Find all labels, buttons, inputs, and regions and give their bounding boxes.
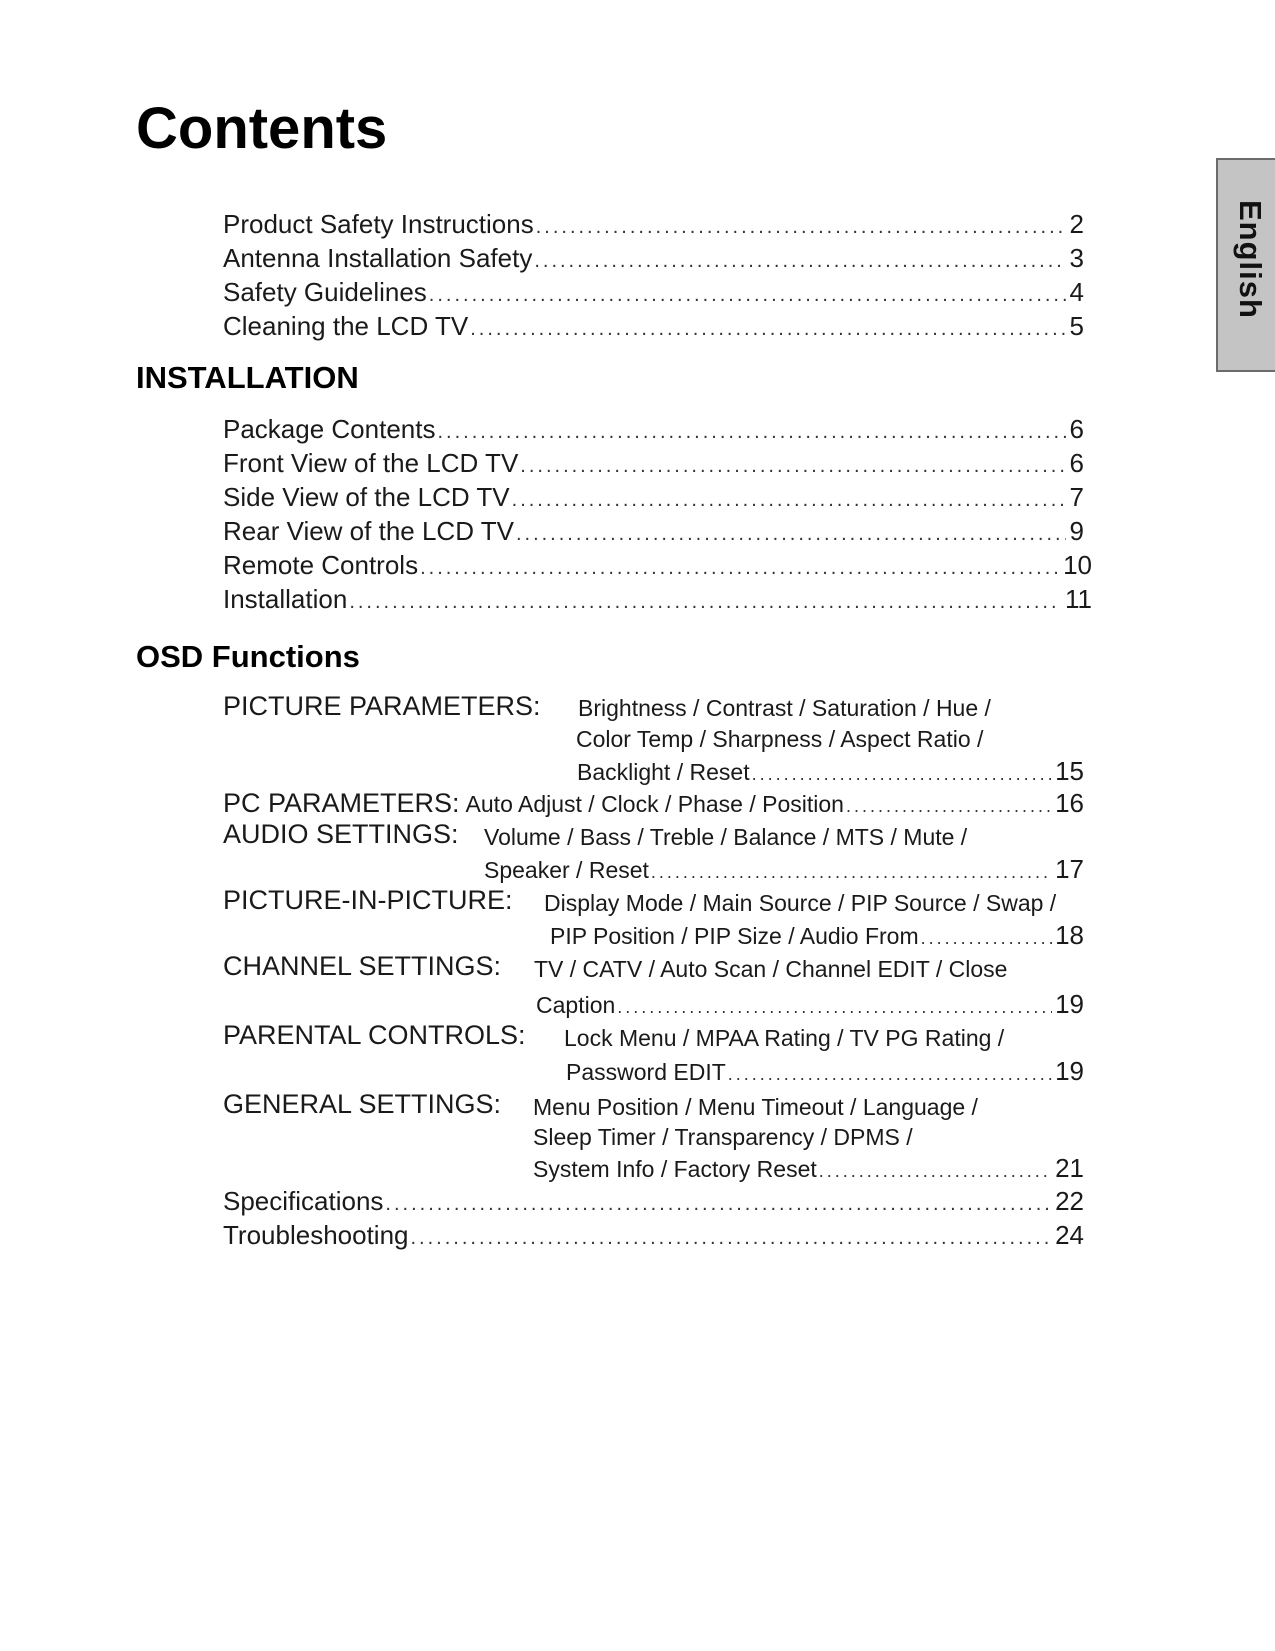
osd-subitems: Backlight / Reset bbox=[577, 759, 750, 785]
osd-category: PC PARAMETERS: bbox=[223, 788, 460, 818]
dot-leader bbox=[516, 517, 1066, 551]
toc-entry-label: Troubleshooting bbox=[223, 1220, 409, 1250]
osd-category: PARENTAL CONTROLS: bbox=[223, 1020, 526, 1050]
toc-entry-page: 17 bbox=[1055, 854, 1084, 884]
toc-entry-page: 21 bbox=[1055, 1153, 1084, 1183]
osd-entry-final-line bbox=[577, 755, 1084, 790]
toc-entry-page: 18 bbox=[1055, 920, 1084, 950]
osd-subitems: Menu Position / Menu Timeout / Language / bbox=[533, 1094, 978, 1120]
osd-subitems: Auto Adjust / Clock / Phase / Position bbox=[465, 791, 844, 817]
osd-subitems: PIP Position / PIP Size / Audio From bbox=[550, 923, 919, 949]
osd-entry-final-line bbox=[566, 1055, 1084, 1090]
dot-leader bbox=[429, 278, 1066, 312]
toc-entry[interactable] bbox=[223, 1218, 1084, 1252]
dot-leader bbox=[534, 244, 1065, 278]
toc-entry-page: 2 bbox=[1069, 209, 1084, 239]
osd-entry-final-line bbox=[550, 919, 1084, 954]
toc-entry-page: 9 bbox=[1069, 516, 1084, 546]
osd-subitems: Speaker / Reset bbox=[484, 857, 649, 883]
toc-entry-label: Side View of the LCD TV bbox=[223, 482, 510, 512]
toc-entry[interactable] bbox=[223, 446, 1084, 480]
toc-entry-label: Front View of the LCD TV bbox=[223, 448, 519, 478]
osd-category: CHANNEL SETTINGS: bbox=[223, 951, 502, 981]
toc-entry[interactable] bbox=[223, 241, 1084, 275]
osd-entry-final-line bbox=[536, 988, 1084, 1023]
toc-entry[interactable] bbox=[223, 309, 1084, 343]
dot-leader bbox=[420, 551, 1059, 585]
toc-entry-page: 16 bbox=[1055, 788, 1084, 818]
toc-entry-label: Product Safety Instructions bbox=[223, 209, 534, 239]
osd-category: GENERAL SETTINGS: bbox=[223, 1089, 502, 1119]
dot-leader bbox=[349, 585, 1061, 619]
dot-leader bbox=[385, 1187, 1051, 1221]
dot-leader bbox=[536, 210, 1066, 244]
dot-leader bbox=[437, 415, 1065, 449]
toc-entry-page: 11 bbox=[1065, 584, 1092, 614]
toc-entry-page: 22 bbox=[1055, 1186, 1084, 1216]
toc-entry-page: 5 bbox=[1069, 311, 1084, 341]
toc-entry[interactable] bbox=[223, 480, 1084, 514]
osd-category: PICTURE PARAMETERS: bbox=[223, 691, 541, 721]
toc-entry-page: 6 bbox=[1069, 414, 1084, 444]
toc-entry-page: 6 bbox=[1069, 448, 1084, 478]
osd-subitems: Display Mode / Main Source / PIP Source / Swap / bbox=[544, 890, 1057, 916]
toc-entry-page: 7 bbox=[1069, 482, 1084, 512]
dot-leader bbox=[921, 922, 1052, 954]
page-title: Contents bbox=[136, 96, 388, 161]
osd-entry-final-line bbox=[533, 1152, 1084, 1187]
toc-entry-label: Cleaning the LCD TV bbox=[223, 311, 469, 341]
osd-category: AUDIO SETTINGS: bbox=[223, 819, 459, 849]
toc-entry-page: 3 bbox=[1069, 243, 1084, 273]
dot-leader bbox=[520, 449, 1065, 483]
dot-leader bbox=[651, 856, 1052, 888]
osd-entry-final-line bbox=[484, 853, 1084, 888]
dot-leader bbox=[752, 758, 1052, 790]
toc-entry-label: Safety Guidelines bbox=[223, 277, 427, 307]
osd-subitems: Brightness / Contrast / Saturation / Hue / bbox=[578, 695, 991, 721]
toc-entry[interactable] bbox=[223, 275, 1084, 309]
dot-leader bbox=[819, 1155, 1052, 1187]
toc-entry[interactable] bbox=[223, 412, 1084, 446]
dot-leader bbox=[728, 1058, 1052, 1090]
osd-subitems: Sleep Timer / Transparency / DPMS / bbox=[533, 1124, 913, 1150]
dot-leader bbox=[846, 790, 1052, 822]
toc-entry-page: 24 bbox=[1055, 1220, 1084, 1250]
toc-entry-label: Remote Controls bbox=[223, 550, 419, 580]
toc-entry-label: Rear View of the LCD TV bbox=[223, 516, 514, 546]
toc-entry[interactable] bbox=[223, 207, 1084, 241]
toc-entry-label: Specifications bbox=[223, 1186, 384, 1216]
language-tab-label: English bbox=[1233, 200, 1268, 319]
toc-entry-page: 19 bbox=[1055, 1056, 1084, 1086]
toc-entry-page: 15 bbox=[1055, 756, 1084, 786]
toc-entry[interactable] bbox=[223, 582, 1092, 616]
osd-subitems: Password EDIT bbox=[566, 1059, 726, 1085]
toc-entry-label: Installation bbox=[223, 584, 348, 614]
toc-entry-label: Antenna Installation Safety bbox=[223, 243, 533, 273]
osd-subitems: TV / CATV / Auto Scan / Channel EDIT / Close bbox=[534, 956, 1008, 982]
toc-entry-label: Package Contents bbox=[223, 414, 436, 444]
toc-entry-page: 10 bbox=[1063, 550, 1092, 580]
dot-leader bbox=[470, 312, 1065, 346]
language-tab bbox=[1216, 158, 1275, 372]
toc-entry-page: 19 bbox=[1055, 989, 1084, 1019]
section-heading-installation: INSTALLATION bbox=[136, 360, 359, 395]
osd-subitems: Lock Menu / MPAA Rating / TV PG Rating / bbox=[564, 1025, 1005, 1051]
osd-subitems: Caption bbox=[536, 992, 616, 1018]
toc-entry[interactable] bbox=[223, 514, 1084, 548]
dot-leader bbox=[617, 991, 1052, 1023]
toc-entry[interactable] bbox=[223, 548, 1092, 582]
osd-category: PICTURE-IN-PICTURE: bbox=[223, 885, 513, 915]
osd-subitems: Volume / Bass / Treble / Balance / MTS / Mute / bbox=[484, 824, 968, 850]
toc-entry-pc-parameters[interactable] bbox=[223, 787, 1084, 822]
section-heading-osd: OSD Functions bbox=[136, 639, 360, 674]
osd-subitems: System Info / Factory Reset bbox=[533, 1156, 817, 1182]
dot-leader bbox=[411, 1221, 1052, 1255]
toc-entry-page: 4 bbox=[1069, 277, 1084, 307]
osd-subitems: Color Temp / Sharpness / Aspect Ratio / bbox=[576, 726, 984, 752]
toc-entry[interactable] bbox=[223, 1184, 1084, 1218]
dot-leader bbox=[512, 483, 1066, 517]
